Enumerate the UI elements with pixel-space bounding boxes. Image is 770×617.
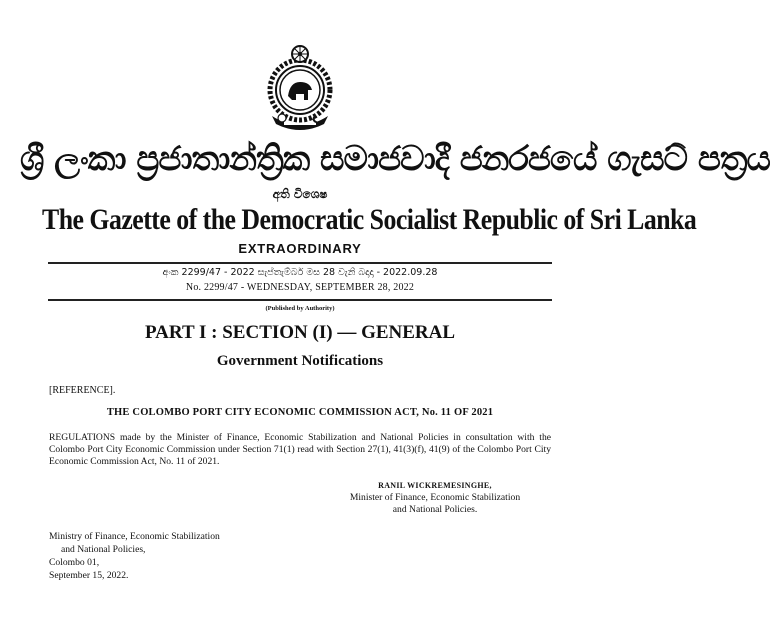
sinhala-extraordinary-label: අති විශෙෂ xyxy=(272,187,328,201)
signatory-title-line1: Minister of Finance, Economic Stabilization xyxy=(349,492,521,503)
signatory-name: RANIL WICKREMESINGHE, xyxy=(378,481,492,490)
part-heading: PART I : SECTION (I) — GENERAL xyxy=(144,322,456,343)
signatory-title-line2: and National Policies. xyxy=(392,504,478,515)
notifications-heading: Government Notifications xyxy=(216,353,384,369)
sinhala-gazette-title: ශ්‍රී ලංකා ප්‍රජාතාන්ත්‍රික සමාජවාදී ජනරජයේ ගැසට් පත්‍රය xyxy=(20,139,770,179)
extraordinary-label: EXTRAORDINARY xyxy=(238,241,362,256)
ministry-address xyxy=(49,530,220,582)
address-date: September 15, 2022. xyxy=(49,570,129,581)
address-line2: and National Policies, xyxy=(61,544,146,555)
top-divider xyxy=(48,262,552,264)
address-line3: Colombo 01, xyxy=(49,557,100,568)
gazette-title: The Gazette of the Democratic Socialist Republic of Sri Lanka xyxy=(42,203,697,236)
issue-line-sinhala: අංක 2299/47 - 2022 සැප්තැම්බර් මස 28 වැනි බදාදා - 2022.09.28 xyxy=(162,267,438,278)
signature-block xyxy=(320,480,550,516)
published-by-authority: (Published by Authority) xyxy=(265,305,335,312)
act-title: THE COLOMBO PORT CITY ECONOMIC COMMISSION ACT, No. 11 OF 2021 xyxy=(106,407,494,418)
regulation-body: REGULATIONS made by the Minister of Finance, Economic Stabilization and National Policies in consultation with the Colombo Port City Economic Commission under Section 71(1) read with Section 27(1), 41(3)(f), 41(9) of the Colombo Port City Economic Commission Act, No. 11 of 2021. xyxy=(49,432,551,467)
issue-line-english: No. 2299/47 - WEDNESDAY, SEPTEMBER 28, 2022 xyxy=(185,282,415,293)
sri-lanka-emblem-icon xyxy=(262,44,338,132)
reference-label: [REFERENCE]. xyxy=(49,385,116,396)
address-line1: Ministry of Finance, Economic Stabilization xyxy=(49,531,220,542)
bottom-divider xyxy=(48,299,552,301)
